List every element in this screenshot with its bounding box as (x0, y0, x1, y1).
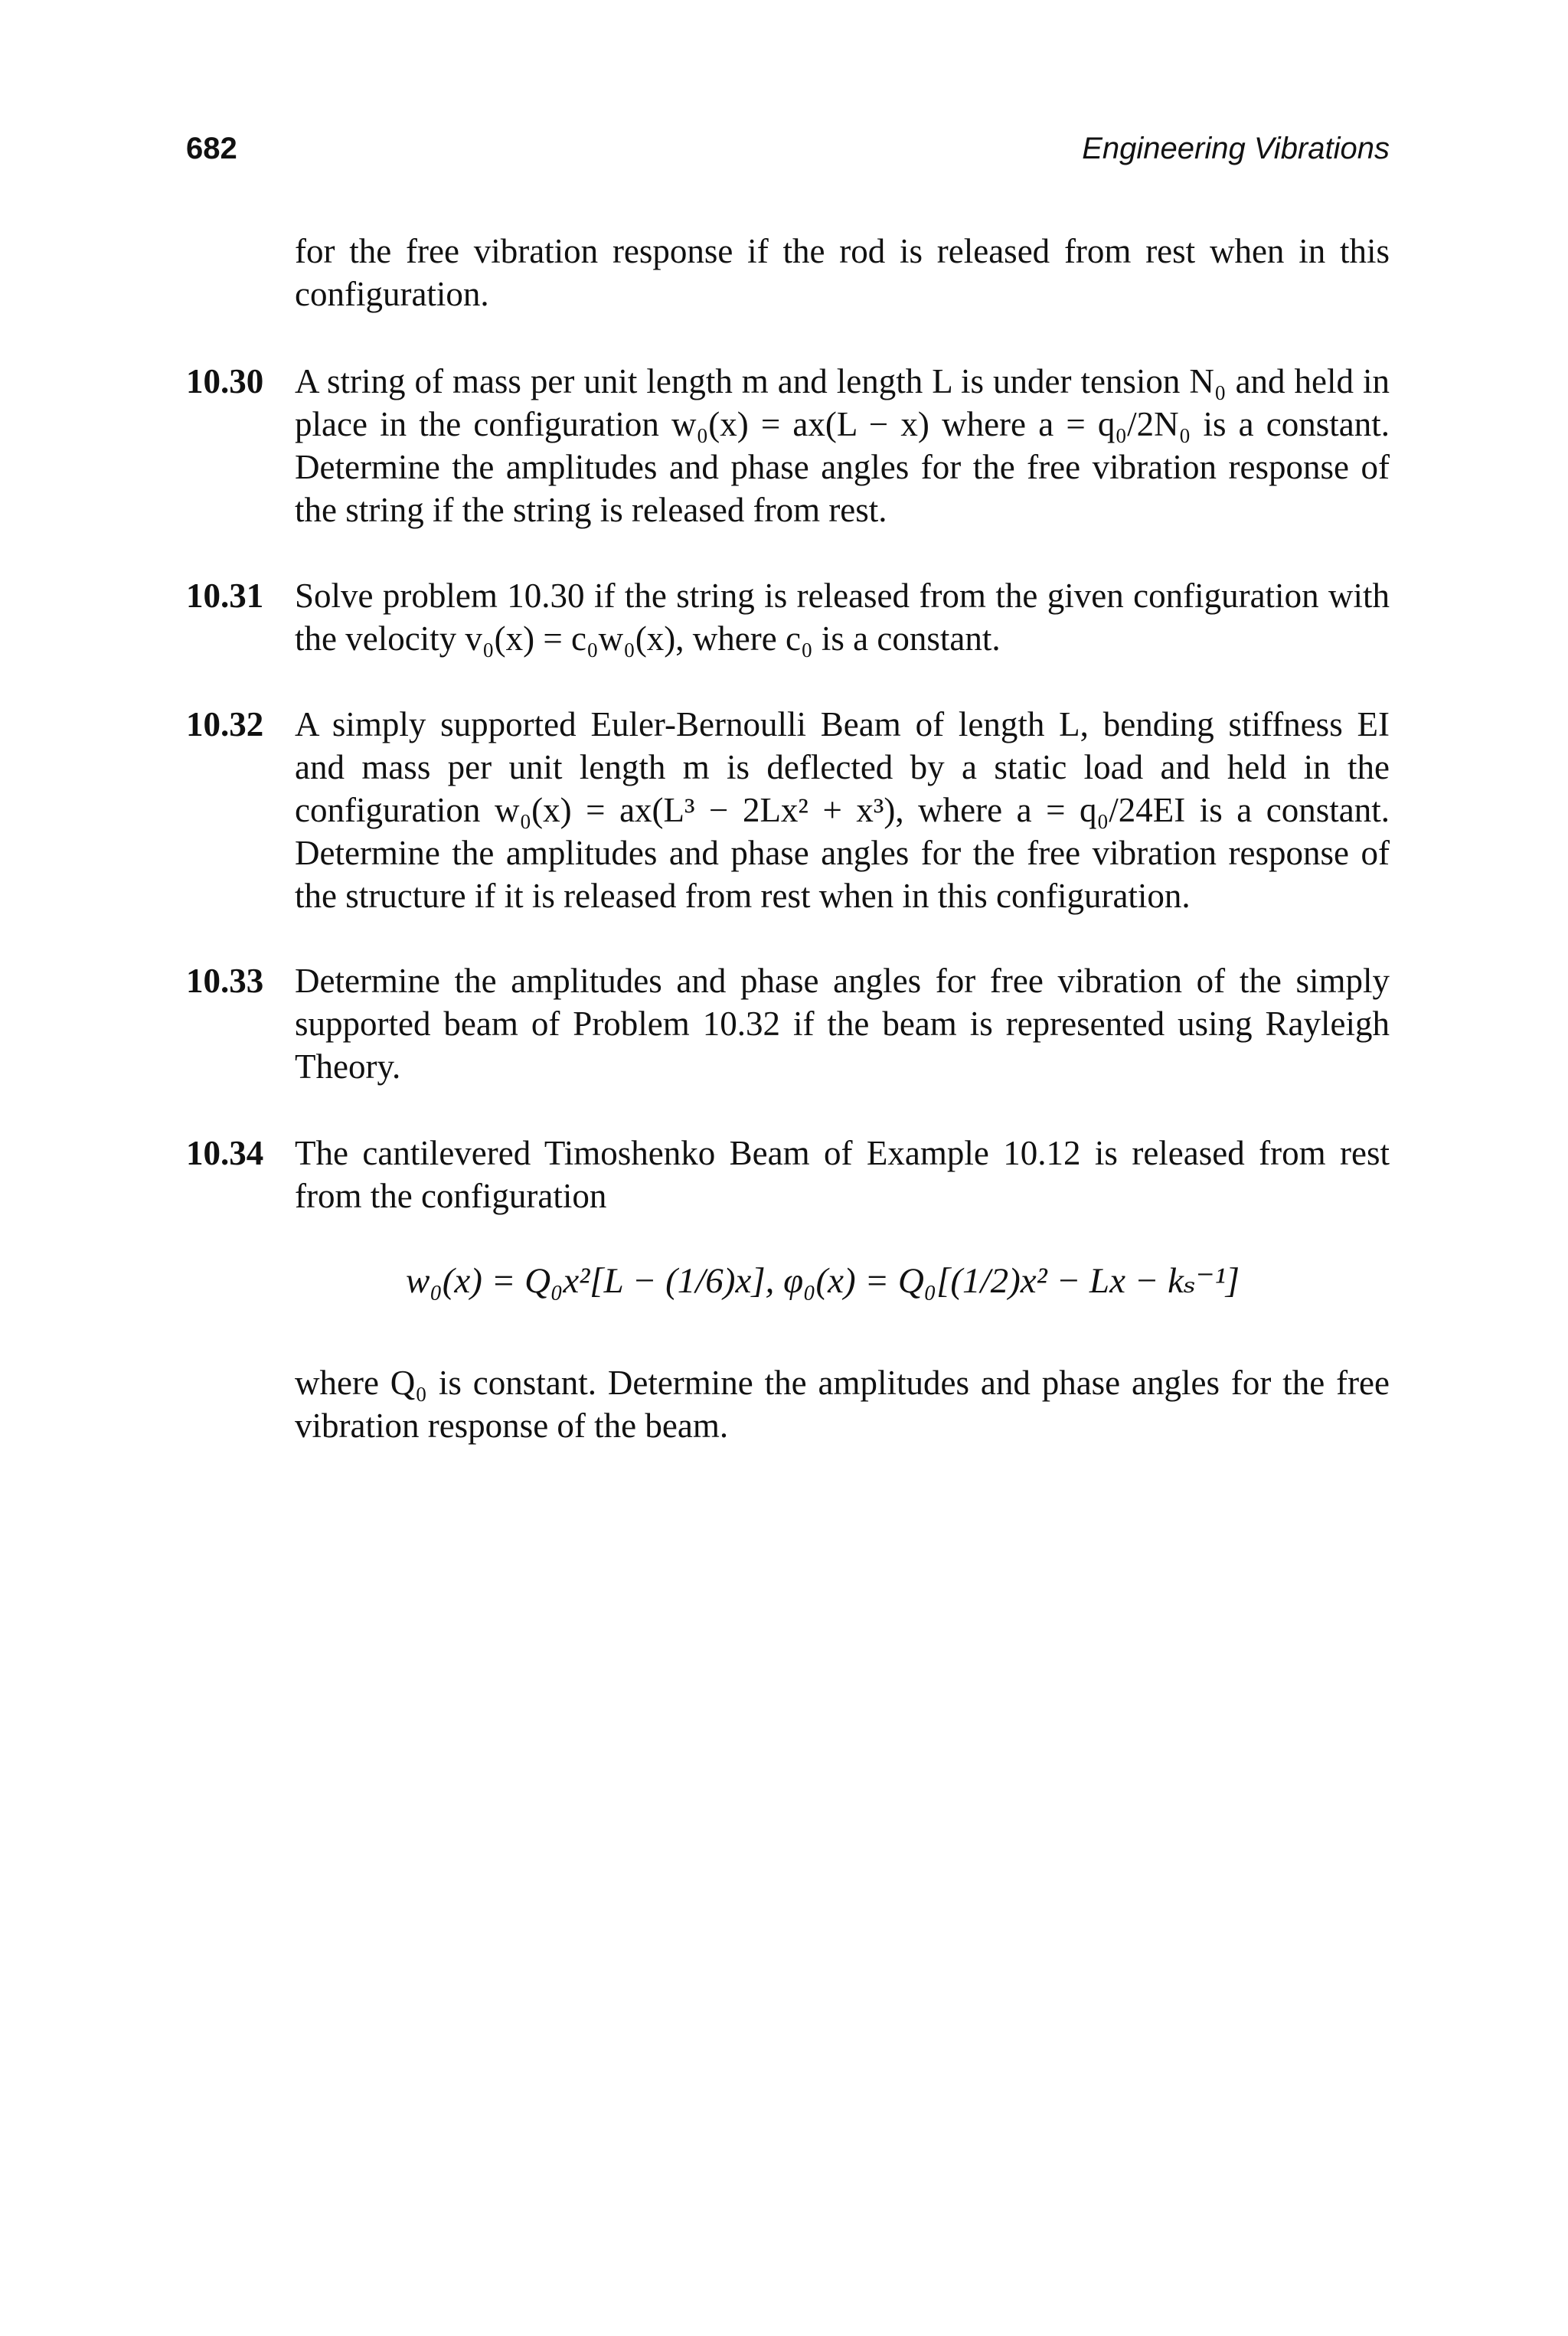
page-header (186, 132, 1390, 178)
continuation-paragraph: for the free vibration response if the rod is released from rest when in this configuration. (295, 232, 1390, 313)
running-head: Engineering Vibrations (1082, 132, 1390, 165)
closing-paragraph: where Q₀ is constant. Determine the amplitudes and phase angles for the free vibration response of the beam. (295, 1364, 1390, 1445)
problem-text: The cantilevered Timoshenko Beam of Example 10.12 is released from rest from the configuration (295, 1134, 1390, 1215)
problem-number: 10.31 (186, 577, 264, 615)
page-number: 682 (186, 132, 237, 165)
problem-text: A string of mass per unit length m and length L is under tension N₀ and held in place in the configuration w₀(x) = ax(L − x) where a = q₀/2N₀ is a constant. Determine the amplitudes and phase angles for the free vibration response of the string if the string is released from rest. (295, 362, 1390, 529)
display-equation: w₀(x) = Q₀x²[L − (1/6)x], φ₀(x) = Q₀[(1/2)x² − Lx − kₛ⁻¹] (406, 1261, 1240, 1301)
problem-number: 10.32 (186, 705, 264, 743)
problem-number: 10.33 (186, 962, 264, 1000)
problem-number: 10.30 (186, 362, 264, 400)
problem-text: A simply supported Euler-Bernoulli Beam of length L, bending stiffness EI and mass per unit length m is deflected by a static load and held in the configuration w₀(x) = ax(L³ − 2Lx² + x³), where a = q₀/24EI is a constant. Determine the amplitudes and phase angles for the free vibration response of the structure if it is released from rest when in this configuration. (295, 705, 1390, 915)
problem-text: Solve problem 10.30 if the string is released from the given configuration with the velocity v₀(x) = c₀w₀(x), where c₀ is a constant. (295, 577, 1390, 658)
problem-number: 10.34 (186, 1134, 264, 1172)
problem-text: Determine the amplitudes and phase angles for free vibration of the simply supported beam of Problem 10.32 if the beam is represented using Rayleigh Theory. (295, 962, 1390, 1086)
